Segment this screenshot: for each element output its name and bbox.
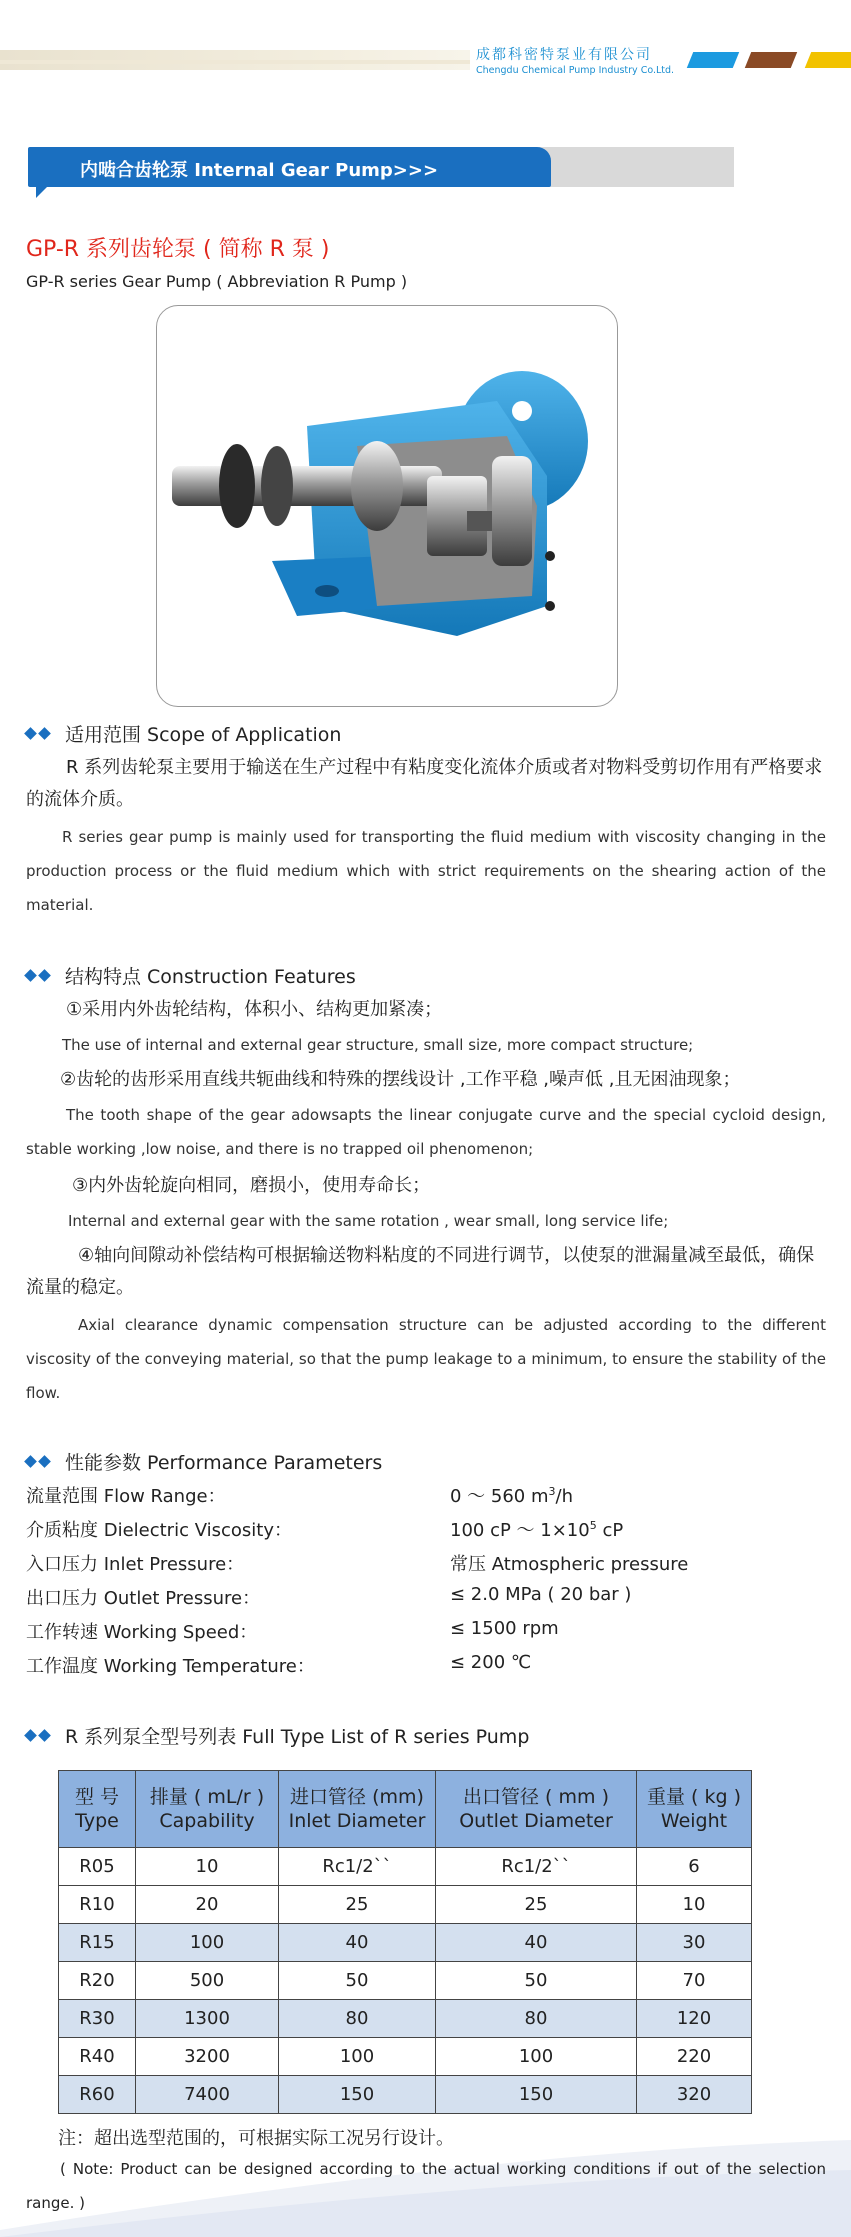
typelist-heading-text: R 系列泵全型号列表 Full Type List of R series Pump [65,1726,530,1748]
table-header-row [59,1771,752,1848]
flow-value: 0 ～ 560 $m^3/h$ [450,1485,573,1507]
diamond-bullet-icon [24,1455,37,1468]
table-row [59,1962,752,2000]
col-header-outlet: 出口管径 ( mm ) Outlet Diameter [436,1771,637,1848]
col-header-weight: 重量 ( kg ) Weight [637,1771,752,1848]
col-header-capability: 排量 ( mL/r ) Capability [136,1771,279,1848]
performance-heading [26,1448,382,1475]
feature-2-en: The tooth shape of the gear adowsapts the linear conjugate curve and the special cycloid design, stable working ,low noise, and there is no trapped oil phenomenon; [26,1106,826,1158]
outer-gear [492,456,532,566]
feature-1-en: The use of internal and external gear structure, small size, more compact structure; [62,1036,694,1054]
cell-capability: 100 [136,1924,279,1962]
feature-3-cn: ③内外齿轮旋向相同，磨损小，使用寿命长； [72,1175,431,1196]
cell-weight: 10 [637,1886,752,1924]
speed-label: 工作转速 Working Speed： [26,1622,258,1643]
temperature-label: 工作温度 Working Temperature： [26,1656,315,1677]
cell-inlet: 40 [279,1924,436,1962]
inlet-label: 入口压力 Inlet Pressure： [26,1554,245,1575]
cell-inlet: Rc1/2`` [279,1848,436,1886]
table-row [59,2076,752,2114]
bearing-2 [261,446,293,526]
header-tab-yellow [805,52,851,68]
header-tab-brown [745,52,797,68]
cell-type: R15 [59,1924,136,1962]
cell-outlet: 40 [436,1924,637,1962]
cell-capability: 10 [136,1848,279,1886]
product-title-cn: GP-R 系列齿轮泵 ( 简称 R 泵 ) [26,237,330,262]
scope-heading [26,720,341,747]
note-en: ( Note: Product can be designed according to the actual working conditions if out of the selection range. ) [26,2160,826,2212]
cell-weight: 320 [637,2076,752,2114]
cell-weight: 30 [637,1924,752,1962]
diamond-bullet-icon [38,1729,51,1742]
typelist-heading [26,1722,529,1749]
cell-type: R60 [59,2076,136,2114]
diamond-bullet-icon [24,1729,37,1742]
diamond-bullet-icon [24,727,37,740]
table-row [59,2000,752,2038]
diamond-bullet-icon [38,727,51,740]
inlet-value: 常压 Atmospheric pressure [450,1554,689,1575]
cell-outlet: 150 [436,2076,637,2114]
cell-capability: 3200 [136,2038,279,2076]
cell-weight: 6 [637,1848,752,1886]
scope-text-cn: R 系列齿轮泵主要用于输送在生产过程中有粘度变化流体介质或者对物料受剪切作用有严格要求的流体介质。 [26,757,823,810]
cell-type: R40 [59,2038,136,2076]
flange-hole [512,401,532,421]
features-heading-text: 结构特点 Construction Features [65,966,356,988]
product-title-en: GP-R series Gear Pump ( Abbreviation R Pump ) [26,272,408,291]
cell-outlet: 100 [436,2038,637,2076]
cell-outlet: 25 [436,1886,637,1924]
cell-weight: 220 [637,2038,752,2076]
feature-4-en: Axial clearance dynamic compensation structure can be adjusted according to the different viscosity of the conveying material, so that the pump leakage to a minimum, to ensure the stability of the flow. [26,1316,826,1402]
feature-3-en: Internal and external gear with the same rotation , wear small, long service life; [68,1212,669,1230]
base-hole [315,585,339,597]
col-header-type: 型 号 Type [59,1771,136,1848]
table-row [59,1886,752,1924]
cell-outlet: 50 [436,1962,637,2000]
header-tab-blue [687,52,739,68]
cell-capability: 1300 [136,2000,279,2038]
bolt-1 [545,551,555,561]
cell-type: R30 [59,2000,136,2038]
cell-weight: 120 [637,2000,752,2038]
table-row [59,1848,752,1886]
note-cn: 注：超出选型范围的，可根据实际工况另行设计。 [58,2128,454,2149]
feature-4-cn: ④轴向间隙动补偿结构可根据输送物料粘度的不同进行调节，以使泵的泄漏量减至最低，确保流量的稳定。 [26,1245,815,1298]
company-name-en: Chengdu Chemical Pump Industry Co.Ltd. [476,65,675,76]
cell-inlet: 50 [279,1962,436,2000]
viscosity-value: 100 cP ～ $1\times 10^5$ cP [450,1519,624,1541]
bolt-2 [545,601,555,611]
table-row [59,2038,752,2076]
flow-label: 流量范围 Flow Range： [26,1486,226,1507]
diamond-bullet-icon [38,969,51,982]
temperature-value: ≤ 200 ℃ [450,1652,532,1673]
diamond-bullet-icon [24,969,37,982]
scope-text-en: R series gear pump is mainly used for transporting the fluid medium with viscosity changing in the production process or the fluid medium which with strict requirements on the shearing action of the material. [26,828,826,914]
feature-2-cn: ②齿轮的齿形采用直线共轭曲线和特殊的摆线设计 ,工作平稳 ,噪声低 ,且无困油现象； [60,1069,741,1090]
cell-inlet: 150 [279,2076,436,2114]
diamond-bullet-icon [38,1455,51,1468]
cell-type: R20 [59,1962,136,2000]
outlet-value: ≤ 2.0 MPa ( 20 bar ) [450,1584,632,1605]
feature-1-cn: ①采用内外齿轮结构，体积小、结构更加紧凑； [66,999,443,1020]
company-name-cn: 成都科密特泵业有限公司 [476,47,652,63]
banner-title: 内啮合齿轮泵 Internal Gear Pump>>> [80,160,439,181]
scope-heading-text: 适用范围 Scope of Application [65,724,342,746]
bearing-1 [219,444,255,528]
cell-capability: 7400 [136,2076,279,2114]
banner-tail [36,184,50,198]
viscosity-label: 介质粘度 Dielectric Viscosity： [26,1520,293,1541]
product-photo [156,305,618,707]
cell-outlet: Rc1/2`` [436,1848,637,1886]
header-stripe-line [0,60,470,64]
col-header-inlet: 进口管径 (mm) Inlet Diameter [279,1771,436,1848]
features-heading [26,962,356,989]
table-row [59,1924,752,1962]
cell-type: R10 [59,1886,136,1924]
performance-heading-text: 性能参数 Performance Parameters [65,1452,383,1474]
type-list-table [58,1770,752,2114]
cell-weight: 70 [637,1962,752,2000]
cell-capability: 500 [136,1962,279,2000]
cell-inlet: 100 [279,2038,436,2076]
cell-capability: 20 [136,1886,279,1924]
outlet-label: 出口压力 Outlet Pressure： [26,1588,261,1609]
cell-outlet: 80 [436,2000,637,2038]
rotor [351,441,403,531]
cell-inlet: 80 [279,2000,436,2038]
gear-pump-illustration [157,306,617,706]
speed-value: ≤ 1500 rpm [450,1618,559,1639]
cell-inlet: 25 [279,1886,436,1924]
cell-type: R05 [59,1848,136,1886]
